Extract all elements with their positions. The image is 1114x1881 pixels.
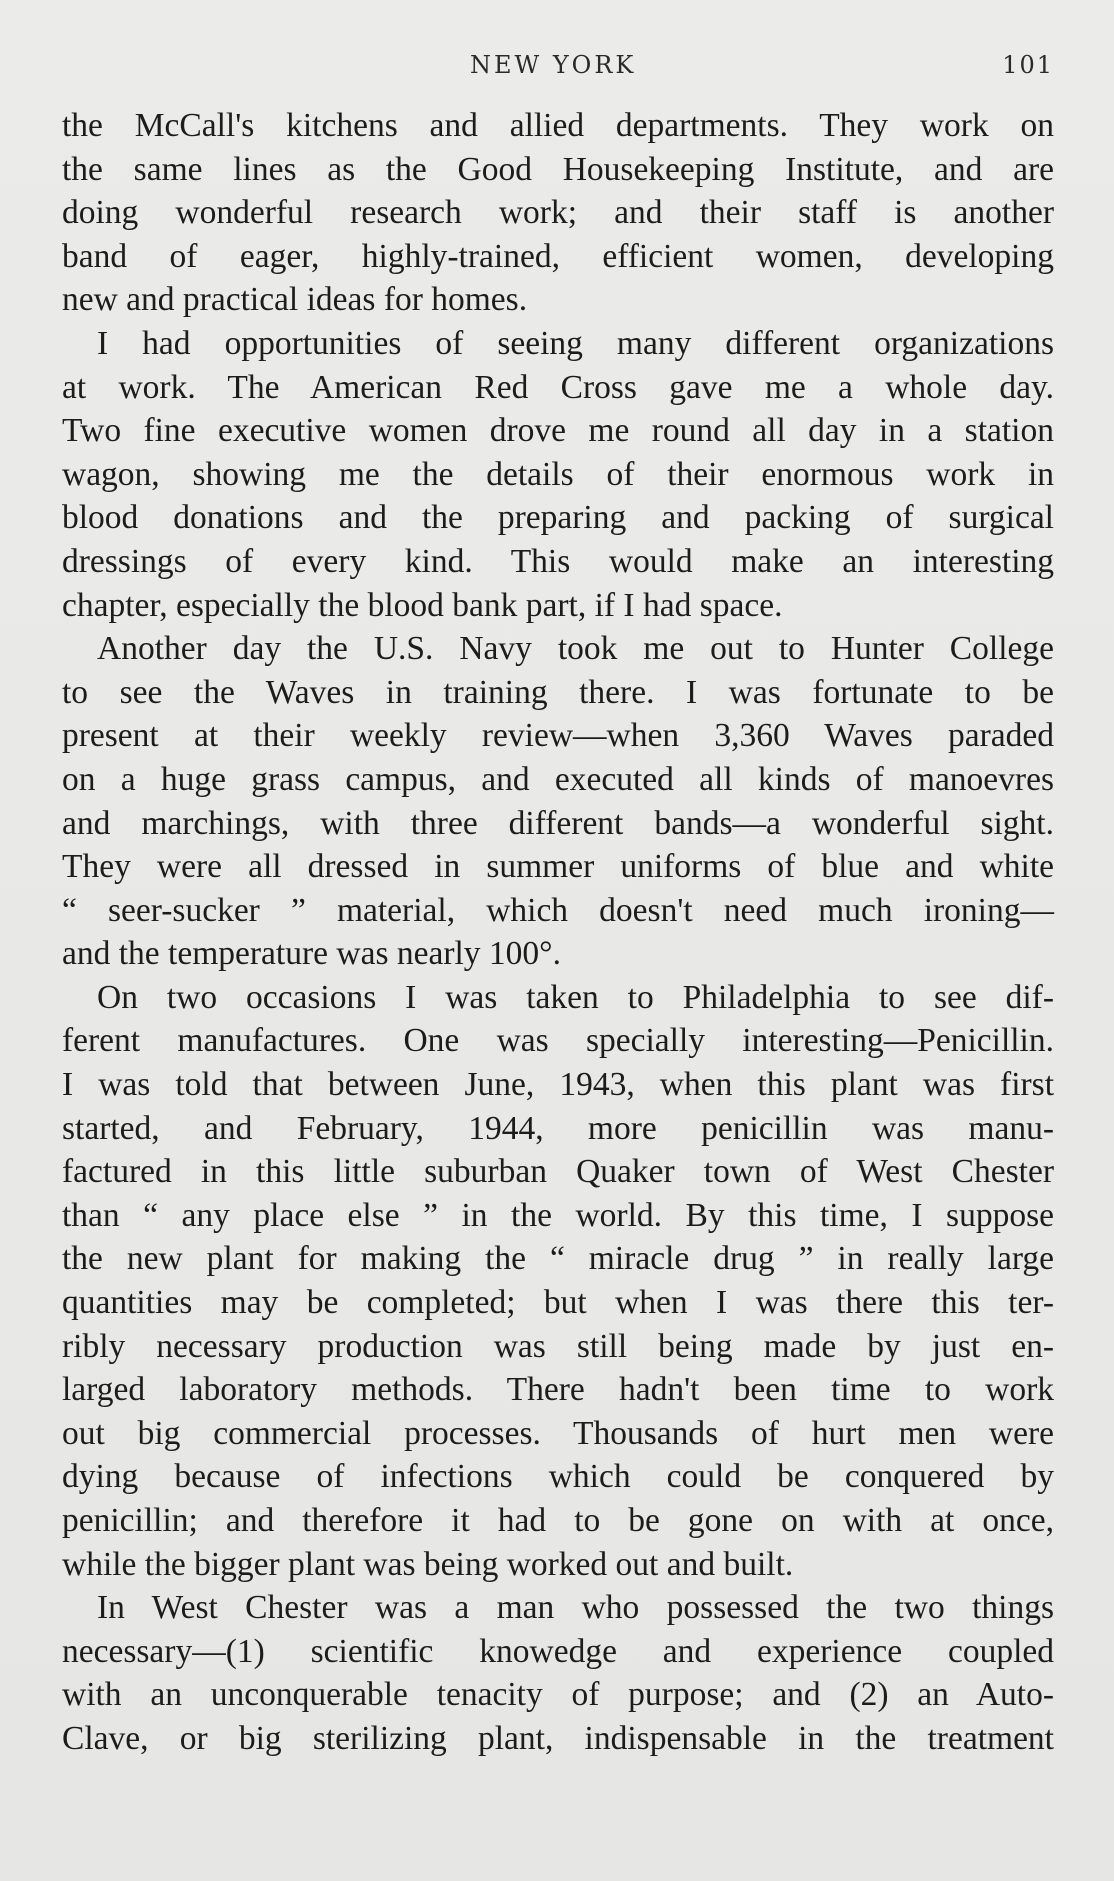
text-line: with an unconquerable tenacity of purpose; and (2) an Auto- bbox=[62, 1676, 1054, 1714]
text-line: on a huge grass campus, and executed all kinds of manoevres bbox=[62, 760, 1054, 798]
text-line: I had opportunities of seeing many different organizations bbox=[97, 324, 1054, 362]
text-line: the McCall's kitchens and allied departments. They work on bbox=[62, 107, 1054, 144]
text-line: blood donations and the preparing and packing of surgical bbox=[62, 499, 1054, 537]
text-line: new and practical ideas for homes. bbox=[62, 281, 528, 319]
text-line: band of eager, highly-trained, efficient women, developing bbox=[62, 237, 1054, 275]
text-line: dressings of every kind. This would make an interesting bbox=[62, 542, 1054, 580]
text-line: necessary—(1) scientific knowedge and experience coupled bbox=[62, 1632, 1054, 1670]
text-line: present at their weekly review—when 3,360 Waves paraded bbox=[62, 717, 1054, 755]
text-line: and marchings, with three different bands—a wonderful sight. bbox=[62, 804, 1054, 842]
text-line: “ seer-sucker ” material, which doesn't need much ironing— bbox=[62, 891, 1054, 929]
text-line: On two occasions I was taken to Philadelphia to see dif- bbox=[97, 978, 1054, 1016]
text-line: wagon, showing me the details of their enormous work in bbox=[62, 455, 1054, 493]
text-line: than “ any place else ” in the world. By this time, I suppose bbox=[62, 1196, 1054, 1234]
text-line: doing wonderful research work; and their staff is another bbox=[62, 194, 1054, 232]
text-line: ribly necessary production was still being made by just en- bbox=[62, 1327, 1054, 1365]
text-line: to see the Waves in training there. I was fortunate to be bbox=[62, 673, 1054, 711]
text-line: Clave, or big sterilizing plant, indispensable in the treatment bbox=[62, 1719, 1054, 1757]
text-line: They were all dressed in summer uniforms of blue and white bbox=[62, 848, 1054, 886]
text-line: ferent manufactures. One was specially interesting—Penicillin. bbox=[62, 1022, 1054, 1060]
text-line: started, and February, 1944, more penicillin was manu- bbox=[62, 1109, 1054, 1147]
text-line: dying because of infections which could be conquered by bbox=[62, 1458, 1054, 1496]
text-line: factured in this little suburban Quaker town of West Chester bbox=[62, 1153, 1054, 1191]
text-line: Another day the U.S. Navy took me out to Hunter College bbox=[97, 630, 1054, 668]
text-line: at work. The American Red Cross gave me a whole day. bbox=[62, 368, 1054, 406]
text-line: and the temperature was nearly 100°. bbox=[62, 935, 561, 973]
text-line: the new plant for making the “ miracle drug ” in really large bbox=[62, 1240, 1054, 1278]
text-line: larged laboratory methods. There hadn't been time to work bbox=[62, 1371, 1054, 1409]
text-line: while the bigger plant was being worked out and built. bbox=[62, 1545, 794, 1583]
text-line: penicillin; and therefore it had to be gone on with at once, bbox=[62, 1502, 1054, 1539]
text-line: quantities may be completed; but when I was there this ter- bbox=[62, 1284, 1054, 1322]
text-line: Two fine executive women drove me round all day in a station bbox=[62, 412, 1054, 450]
body-text bbox=[62, 104, 1054, 1761]
running-title: NEW YORK bbox=[470, 51, 637, 79]
page-number: 101 bbox=[1002, 51, 1054, 79]
text-line: In West Chester was a man who possessed the two things bbox=[97, 1589, 1054, 1627]
text-line: the same lines as the Good Housekeeping Institute, and are bbox=[62, 150, 1054, 188]
text-line: chapter, especially the blood bank part, if I had space. bbox=[62, 586, 783, 624]
text-line: I was told that between June, 1943, when this plant was first bbox=[62, 1066, 1054, 1104]
text-line: out big commercial processes. Thousands of hurt men were bbox=[62, 1414, 1054, 1452]
running-head bbox=[0, 48, 1114, 88]
